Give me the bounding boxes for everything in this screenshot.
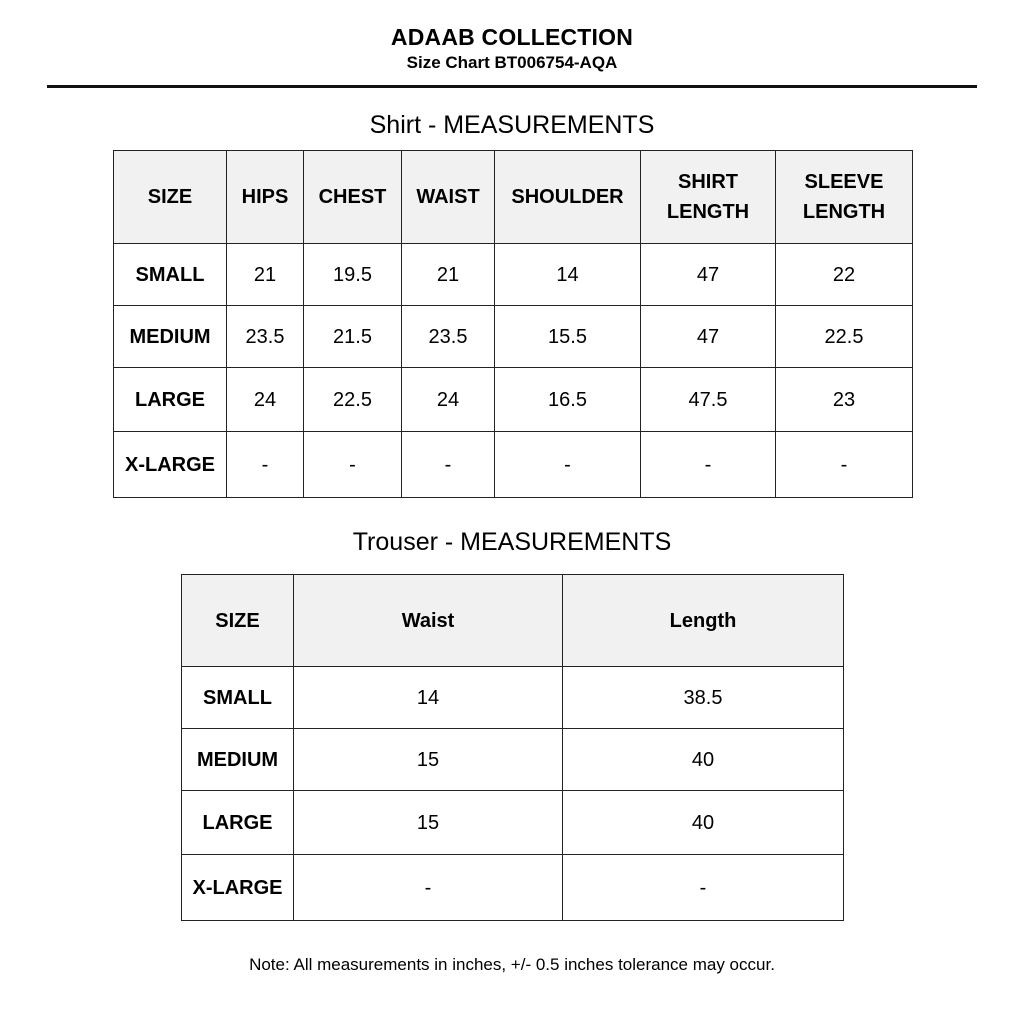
column-header-waist: Waist <box>294 575 563 667</box>
measurement-cell: 14 <box>294 667 563 729</box>
measurement-cell: - <box>563 855 844 921</box>
measurement-cell: 47.5 <box>641 368 776 432</box>
brand-title: ADAAB COLLECTION <box>390 24 634 50</box>
measurement-cell: 15 <box>294 729 563 791</box>
column-header-chest: CHEST <box>304 151 402 244</box>
measurement-cell: - <box>304 432 402 498</box>
size-label-cell: SMALL <box>182 667 294 729</box>
size-label-cell: LARGE <box>114 368 227 432</box>
column-header-shoulder: SHOULDER <box>495 151 641 244</box>
column-header-shirt-length: SHIRT LENGTH <box>641 151 776 244</box>
table-row <box>182 791 844 855</box>
measurement-cell: 24 <box>227 368 304 432</box>
column-header-size: SIZE <box>114 151 227 244</box>
size-label-cell: MEDIUM <box>182 729 294 791</box>
measurement-cell: 21.5 <box>304 306 402 368</box>
measurement-cell: 19.5 <box>304 244 402 306</box>
measurement-cell: 23 <box>776 368 913 432</box>
size-label-cell: LARGE <box>182 791 294 855</box>
table-row <box>114 368 913 432</box>
measurement-cell: 15 <box>294 791 563 855</box>
measurement-cell: - <box>227 432 304 498</box>
measurement-cell: - <box>641 432 776 498</box>
trouser-measurements-table <box>181 574 844 921</box>
table-row <box>114 244 913 306</box>
table-row <box>114 432 913 498</box>
size-chart-subtitle: Size Chart BT006754-AQA <box>406 53 618 72</box>
measurement-cell: 21 <box>227 244 304 306</box>
size-label-cell: X-LARGE <box>114 432 227 498</box>
measurement-cell: - <box>294 855 563 921</box>
measurement-cell: 38.5 <box>563 667 844 729</box>
column-header-sleeve-length: SLEEVE LENGTH <box>776 151 913 244</box>
measurement-cell: 23.5 <box>402 306 495 368</box>
column-header-hips: HIPS <box>227 151 304 244</box>
column-header-waist: WAIST <box>402 151 495 244</box>
measurement-cell: 23.5 <box>227 306 304 368</box>
table-row <box>114 306 913 368</box>
size-label-cell: MEDIUM <box>114 306 227 368</box>
table-row <box>182 667 844 729</box>
size-label-cell: X-LARGE <box>182 855 294 921</box>
measurement-note: Note: All measurements in inches, +/- 0.5 inches tolerance may occur. <box>249 955 775 974</box>
table-row <box>182 855 844 921</box>
trouser-header-row <box>182 575 844 667</box>
column-header-length: Length <box>563 575 844 667</box>
column-header-size: SIZE <box>182 575 294 667</box>
shirt-header-row <box>114 151 913 244</box>
measurement-cell: - <box>776 432 913 498</box>
measurement-cell: 24 <box>402 368 495 432</box>
measurement-cell: 22.5 <box>776 306 913 368</box>
measurement-cell: 47 <box>641 244 776 306</box>
measurement-cell: 40 <box>563 729 844 791</box>
measurement-cell: - <box>495 432 641 498</box>
measurement-cell: 22.5 <box>304 368 402 432</box>
measurement-cell: 14 <box>495 244 641 306</box>
shirt-measurements-table <box>113 150 913 498</box>
size-label-cell: SMALL <box>114 244 227 306</box>
shirt-section-title: Shirt - MEASUREMENTS <box>369 111 655 139</box>
measurement-cell: - <box>402 432 495 498</box>
measurement-cell: 40 <box>563 791 844 855</box>
table-row <box>182 729 844 791</box>
trouser-section-title: Trouser - MEASUREMENTS <box>352 528 672 556</box>
measurement-cell: 47 <box>641 306 776 368</box>
header-divider <box>47 85 977 88</box>
measurement-cell: 22 <box>776 244 913 306</box>
measurement-cell: 16.5 <box>495 368 641 432</box>
measurement-cell: 21 <box>402 244 495 306</box>
measurement-cell: 15.5 <box>495 306 641 368</box>
